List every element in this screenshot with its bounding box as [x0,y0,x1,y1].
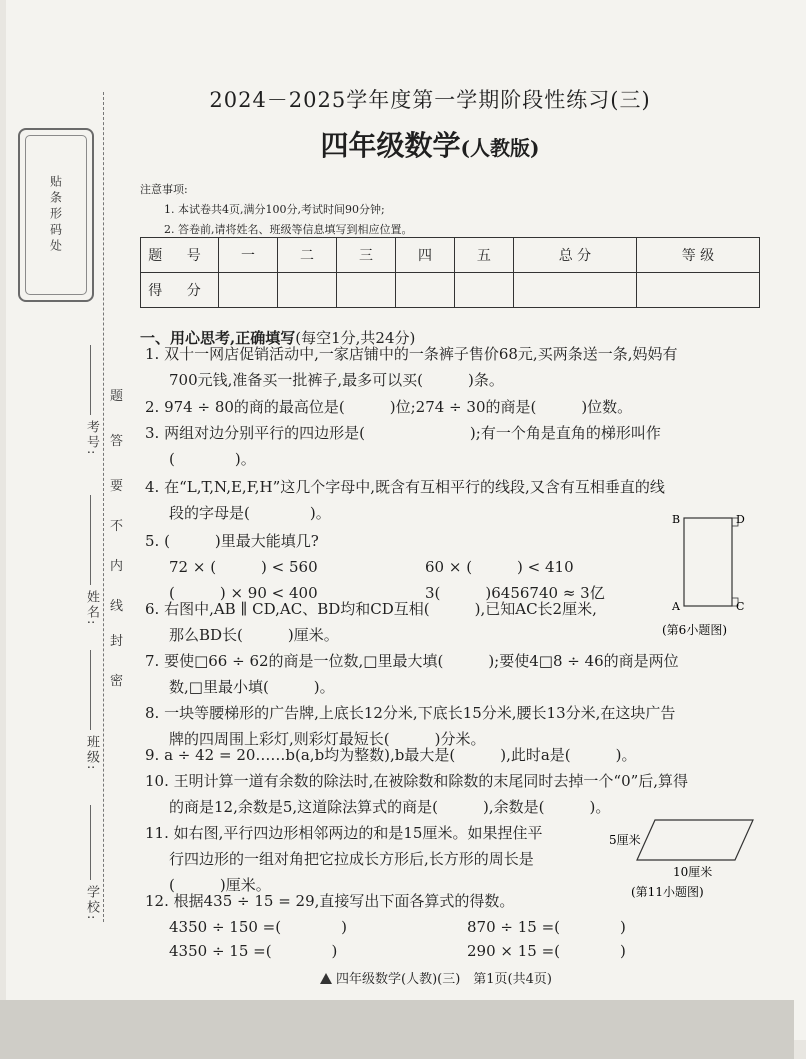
question-6: 6. 右图中,AB ∥ CD,AC、BD均和CD互相( ),已知AC长2厘米, 那么BD长( )厘米。 [145,600,597,644]
table-cell: 三 [336,238,395,273]
table-cell: 题 号 [141,238,219,273]
seal-char: 密 [110,674,124,689]
seal-line [103,92,104,922]
seal-char: 内 [110,559,124,574]
side-length-label: 5厘米 [609,833,641,847]
question-2: 2. 974 ÷ 80的商的最高位是( )位;274 ÷ 30的商是( )位数。 [145,398,633,416]
q12-b: 870 ÷ 15 =( ) [467,918,626,936]
table-cell: 二 [277,238,336,273]
question-8: 8. 一块等腰梯形的广告牌,上底长12分米,下底长15分米,腰长13分米,在这块广告 牌的四周围上彩灯,则彩灯最短长( )分米。 [145,704,676,748]
seal-char: 封 [110,634,124,649]
barcode-box [18,128,94,302]
table-cell: 一 [219,238,278,273]
seal-char: 答 [110,434,124,449]
question-4: 4. 在“L,T,N,E,F,H”这几个字母中,既含有互相平行的线段,又含有互相垂直的线 段的字母是( )。 [145,478,665,522]
question-7: 7. 要使□66 ÷ 62的商是一位数,□里最大填( );要使4□8 ÷ 46的商是两位 数,□里最小填( )。 [145,652,679,696]
school-field[interactable] [90,805,91,880]
section-note: (每空1分,共24分) [295,329,416,347]
score-cell[interactable] [336,273,395,308]
section-title: 一、用心思考,正确填写(每空1分,共24分) [140,329,416,347]
table-cell: 四 [395,238,454,273]
label-c: C [736,600,745,613]
question-1: 1. 双十一网店促销活动中,一家店铺中的一条裤子售价68元,买两条送一条,妈妈有 700元钱,准备买一批裤子,最多可以买( )条。 [145,345,678,389]
question-9: 9. a ÷ 42 = 20……b(a,b均为整数),b最大是( ),此时a是( )。 [145,746,637,764]
score-cell[interactable] [395,273,454,308]
score-cell[interactable] [513,273,636,308]
bottom-length-label: 10厘米 [673,865,713,879]
footer-text: 四年级数学(人教)(三) 第1页(共4页) [336,972,552,987]
name-field[interactable] [90,495,91,585]
question-10: 10. 王明计算一道有余数的除法时,在被除数和除数的末尾同时去掉一个“0”后,算得 的商是12,余数是5,这道除法算式的商是( ),余数是( )。 [145,772,689,816]
score-cell[interactable] [636,273,759,308]
question-11: 11. 如右图,平行四边形相邻两边的和是15厘米。如果捏住平 行四边形的一组对角把它拉成长方形后,长方形的周长是 ( )厘米。 [145,824,543,894]
q5-d: 3( )6456740 ≈ 3亿 [425,584,605,602]
subject-name: 四年级数学 [320,129,461,162]
barcode-label: 贴条形码处 [48,175,63,255]
desk-background [0,1000,794,1059]
school-label: 学校: [84,885,99,922]
q5-b: 60 × ( ) < 410 [425,558,574,576]
question-12: 12. 根据435 ÷ 15 = 29,直接写出下面各算式的得数。 4350 ÷ 150 =( ) 870 ÷ 15 =( ) 4350 ÷ 15 =( ) 290 × 15 =( ) [145,888,765,962]
notes [140,180,413,240]
class-field[interactable] [90,650,91,730]
exam-title: 2024－2025学年度第一学期阶段性练习(三) [209,88,651,112]
figure-11-caption: (第11小题图) [631,885,704,899]
subject-title [150,124,710,164]
q12-a: 4350 ÷ 150 =( ) [169,918,347,936]
q5-a: 72 × ( ) < 560 [169,558,318,576]
seal-char: 题 [110,389,124,404]
score-cell[interactable] [454,273,513,308]
edition-label: (人教版) [460,136,540,160]
q5-c: ( ) × 90 < 400 [169,584,318,602]
seal-char: 不 [110,519,124,534]
seal-char: 要 [110,479,124,494]
label-d: D [736,513,745,526]
question-5: 5. ( )里最大能填几? 72 × ( ) < 560 60 × ( ) < 410 ( ) × 90 < 400 3( )6456740 ≈ 3亿 [145,528,665,606]
class-label: 班级: [84,735,99,772]
q12-d: 290 × 15 =( ) [467,942,626,960]
score-cell[interactable] [219,273,278,308]
logo-triangle-icon [320,973,332,984]
table-cell: 五 [454,238,513,273]
exam-no-label: 考号: [84,420,99,457]
table-row [141,273,760,308]
score-cell[interactable] [277,273,336,308]
name-label: 姓名: [84,590,99,627]
label-a: A [672,600,680,613]
page-footer [320,968,552,987]
table-cell: 总 分 [513,238,636,273]
label-b: B [672,513,681,526]
score-table [140,237,760,308]
q12-c: 4350 ÷ 15 =( ) [169,942,338,960]
table-cell: 等 级 [636,238,759,273]
question-3: 3. 两组对边分别平行的四边形是( );有一个角是直角的梯形叫作 ( )。 [145,424,661,468]
figure-6 [662,510,762,640]
figure-6-caption: (第6小题图) [662,623,727,637]
notes-item: 1. 本试卷共4页,满分100分,考试时间90分钟; [164,203,385,216]
table-row [141,238,760,273]
notes-item: 2. 答卷前,请将姓名、班级等信息填写到相应位置。 [164,223,413,236]
table-cell: 得 分 [141,273,219,308]
seal-char: 线 [110,599,124,614]
exam-no-field[interactable] [90,345,91,415]
notes-heading: 注意事项: [140,183,188,196]
